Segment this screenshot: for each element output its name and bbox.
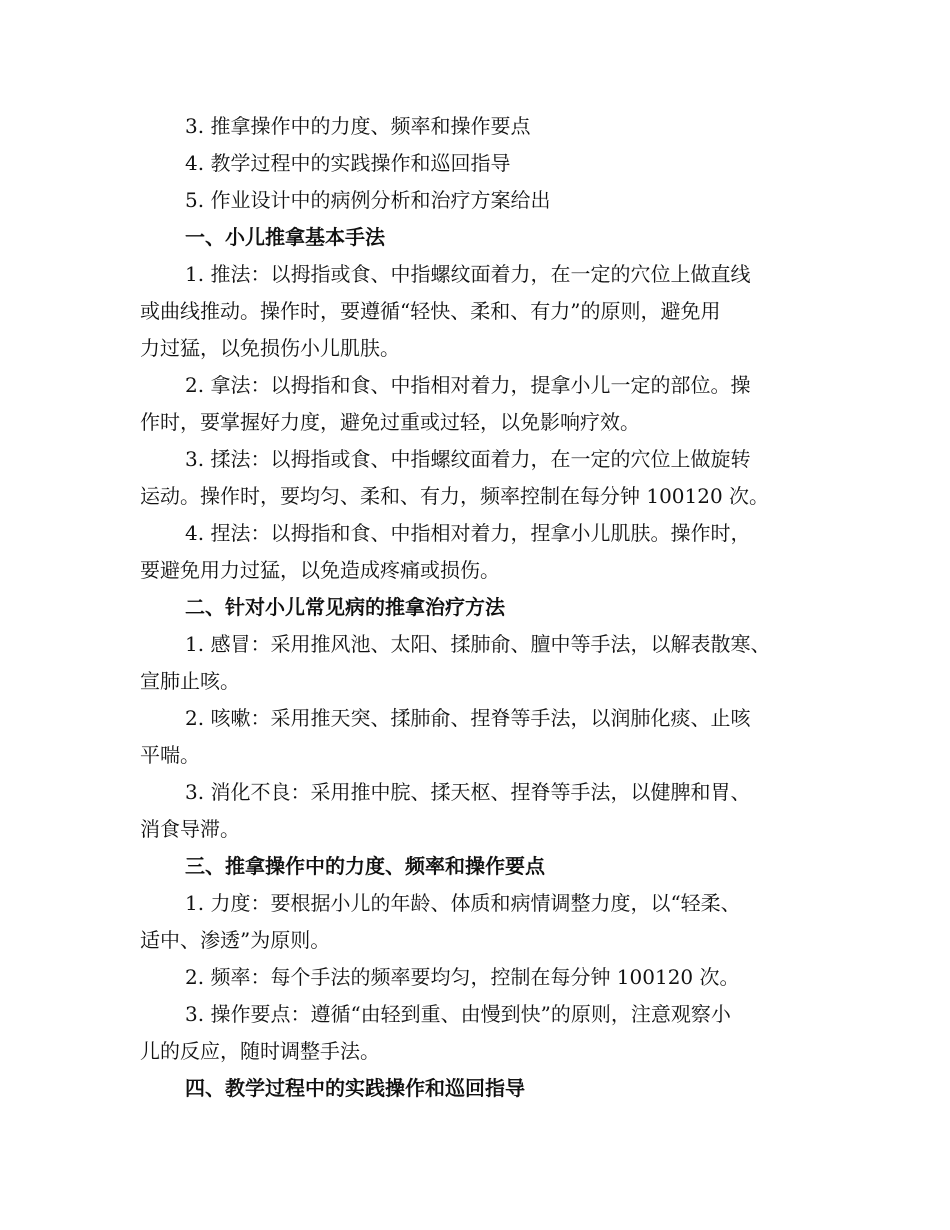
section-heading: 一、小儿推拿基本手法 xyxy=(185,225,385,249)
paragraph-line: 适中、渗透”为原则。 xyxy=(140,928,331,952)
paragraph-line: 宣肺止咳。 xyxy=(140,669,240,693)
paragraph-line: 2. 频率：每个手法的频率要均匀，控制在每分钟 100120 次。 xyxy=(185,965,740,989)
list-item: 3. 推拿操作中的力度、频率和操作要点 xyxy=(185,114,531,138)
section-heading: 三、推拿操作中的力度、频率和操作要点 xyxy=(185,854,545,878)
paragraph-line: 或曲线推动。操作时，要遵循“轻快、柔和、有力”的原则，避免用 xyxy=(140,299,721,323)
paragraph-line: 3. 消化不良：采用推中脘、揉天枢、捏脊等手法，以健脾和胃、 xyxy=(185,780,751,804)
paragraph-line: 平喘。 xyxy=(140,743,200,767)
paragraph-line: 3. 揉法：以拇指或食、中指螺纹面着力，在一定的穴位上做旋转 xyxy=(185,447,751,471)
paragraph-line: 要避免用力过猛，以免造成疼痛或损伤。 xyxy=(140,558,500,582)
paragraph-line: 2. 拿法：以拇指和食、中指相对着力，提拿小儿一定的部位。操 xyxy=(185,373,751,397)
document-body xyxy=(140,108,820,1107)
paragraph-line: 4. 捏法：以拇指和食、中指相对着力，捏拿小儿肌肤。操作时， xyxy=(185,521,751,545)
list-item: 5. 作业设计中的病例分析和治疗方案给出 xyxy=(185,188,551,212)
paragraph-line: 1. 力度：要根据小儿的年龄、体质和病情调整力度，以“轻柔、 xyxy=(185,891,741,915)
paragraph-line: 消食导滞。 xyxy=(140,817,240,841)
paragraph-line: 作时，要掌握好力度，避免过重或过轻，以免影响疗效。 xyxy=(140,410,640,434)
section-heading: 二、针对小儿常见病的推拿治疗方法 xyxy=(185,595,505,619)
list-item: 4. 教学过程中的实践操作和巡回指导 xyxy=(185,151,511,175)
paragraph-line: 1. 推法：以拇指或食、中指螺纹面着力，在一定的穴位上做直线 xyxy=(185,262,751,286)
paragraph-line: 力过猛，以免损伤小儿肌肤。 xyxy=(140,336,400,360)
section-heading: 四、教学过程中的实践操作和巡回指导 xyxy=(185,1076,525,1100)
paragraph-line: 儿的反应，随时调整手法。 xyxy=(140,1039,380,1063)
paragraph-line: 2. 咳嗽：采用推天突、揉肺俞、捏脊等手法，以润肺化痰、止咳 xyxy=(185,706,751,730)
paragraph-line: 3. 操作要点：遵循“由轻到重、由慢到快”的原则，注意观察小 xyxy=(185,1002,731,1026)
paragraph-line: 1. 感冒：采用推风池、太阳、揉肺俞、膻中等手法，以解表散寒、 xyxy=(185,632,771,656)
paragraph-line: 运动。操作时，要均匀、柔和、有力，频率控制在每分钟 100120 次。 xyxy=(140,484,770,508)
